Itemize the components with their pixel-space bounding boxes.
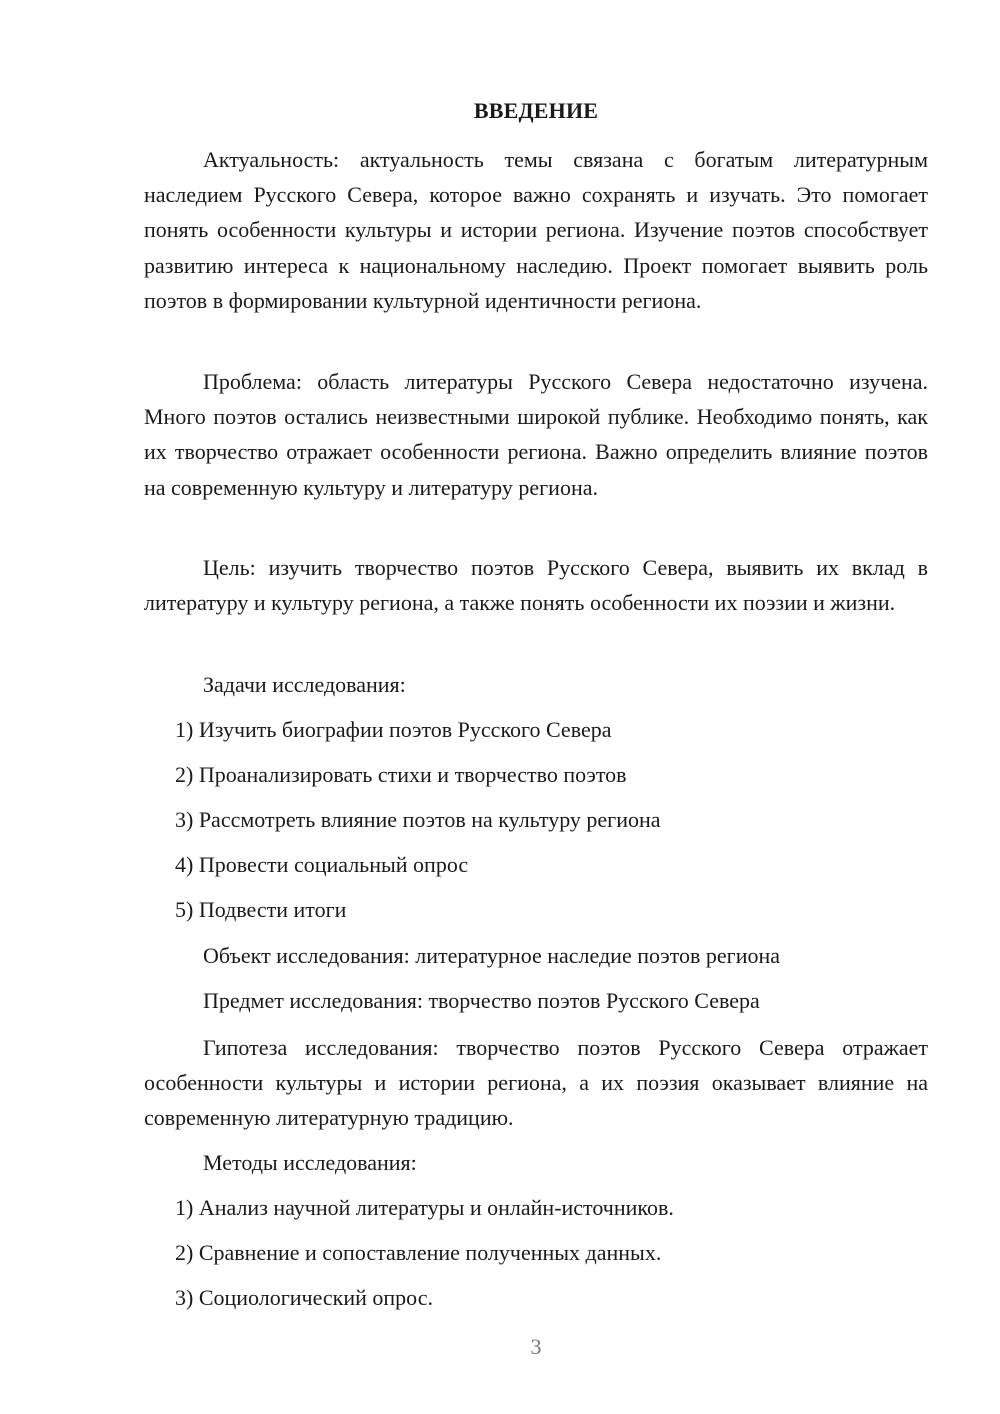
task-item: 2) Проанализировать стихи и творчество поэтов — [175, 762, 627, 787]
method-item: 1) Анализ научной литературы и онлайн-источников. — [175, 1195, 674, 1220]
goal-paragraph: Цель: изучить творчество поэтов Русского Севера, выявить их вклад в литературу и культуру региона, а также понять особенности их поэзии и жизни. — [144, 555, 928, 616]
methods-label: Методы исследования: — [203, 1150, 417, 1175]
section-heading: ВВЕДЕНИЕ — [473, 98, 599, 123]
task-item: 1) Изучить биографии поэтов Русского Севера — [175, 717, 612, 742]
tasks-label: Задачи исследования: — [203, 672, 406, 697]
research-subject: Предмет исследования: творчество поэтов Русского Севера — [203, 988, 760, 1013]
method-item: 2) Сравнение и сопоставление полученных данных. — [175, 1240, 662, 1265]
method-item: 3) Социологический опрос. — [175, 1285, 433, 1310]
relevance-paragraph: Актуальность: актуальность темы связана с богатым литературным наследием Русского Севера, которое важно сохранять и изучать. Это помогает понять особенности культуры и истории региона. Изучение поэтов способствует развитию интереса к национальному наследию. Проект помогает выявить роль поэтов в формировании культурной идентичности региона. — [144, 147, 928, 313]
problem-paragraph: Проблема: область литературы Русского Севера недостаточно изучена. Много поэтов остались неизвестными широкой публике. Необходимо понять, как их творчество отражает особенности региона. Важно определить влияние поэтов на современную культуру и литературу региона. — [144, 369, 928, 500]
research-object: Объект исследования: литературное наследие поэтов региона — [203, 943, 781, 968]
task-item: 4) Провести социальный опрос — [175, 852, 469, 877]
task-item: 3) Рассмотреть влияние поэтов на культуру региона — [175, 807, 661, 832]
task-item: 5) Подвести итоги — [175, 897, 347, 922]
page-number: 3 — [530, 1334, 542, 1359]
hypothesis-paragraph: Гипотеза исследования: творчество поэтов Русского Севера отражает особенности культуры и истории региона, а их поэзия оказывает влияние на современную литературную традицию. — [144, 1035, 928, 1131]
